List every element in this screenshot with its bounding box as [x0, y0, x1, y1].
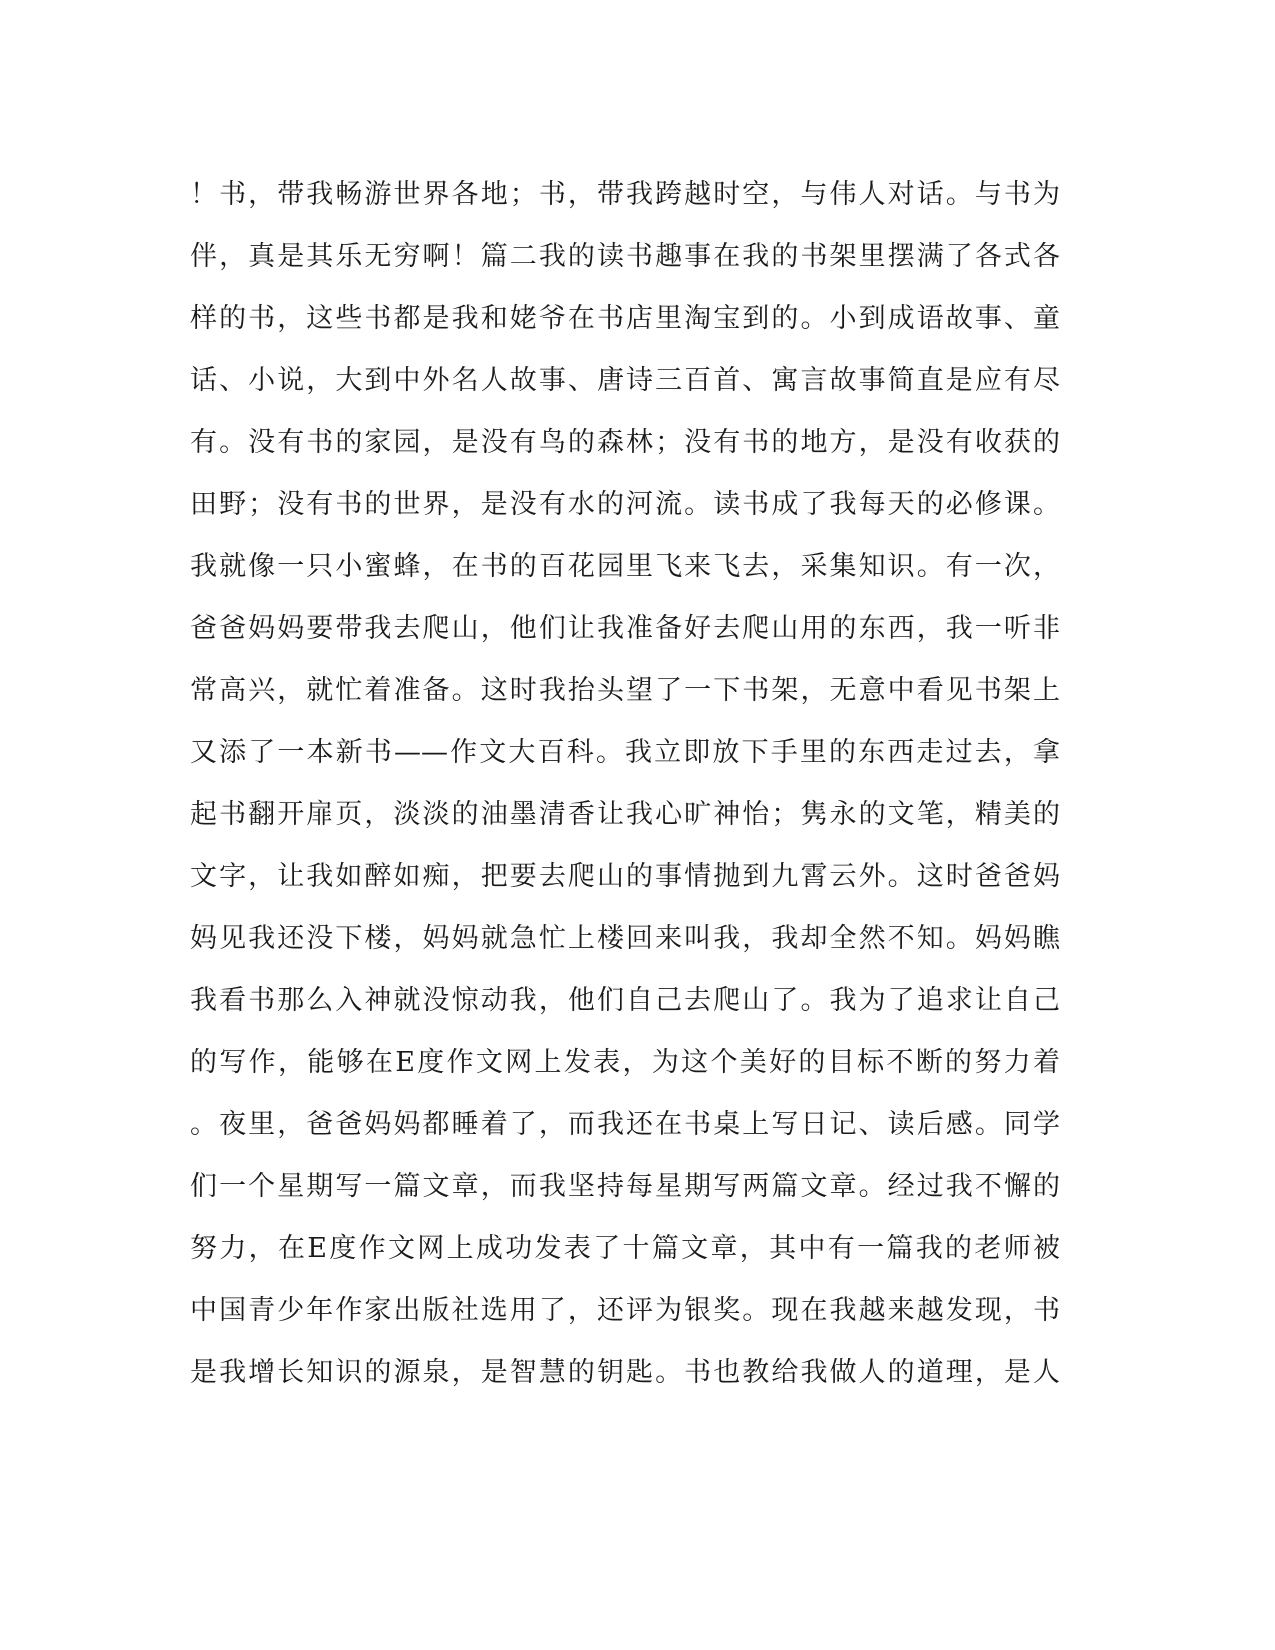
text-line-2: 伴，真是其乐无穷啊！篇二我的读书趣事在我的书架里摆满了各式各 [190, 241, 1060, 272]
text-line-13: 妈见我还没下楼，妈妈就急忙上楼回来叫我，我却全然不知。妈妈瞧 [190, 923, 1060, 954]
text-line-17: 们一个星期写一篇文章，而我坚持每星期写两篇文章。经过我不懈的 [190, 1171, 1060, 1202]
text-line-18: 努力，在E度作文网上成功发表了十篇文章，其中有一篇我的老师被 [190, 1233, 1060, 1264]
text-line-8: 爸爸妈妈要带我去爬山，他们让我准备好去爬山用的东西，我一听非 [190, 613, 1060, 644]
text-line-20: 是我增长知识的源泉，是智慧的钥匙。书也教给我做人的道理，是人 [190, 1357, 1060, 1388]
text-line-9: 常高兴，就忙着准备。这时我抬头望了一下书架，无意中看见书架上 [190, 675, 1060, 706]
text-line-15: 的写作，能够在E度作文网上发表，为这个美好的目标不断的努力着 [190, 1047, 1060, 1078]
text-line-7: 我就像一只小蜜蜂，在书的百花园里飞来飞去，采集知识。有一次， [190, 551, 1060, 582]
text-line-4: 话、小说，大到中外名人故事、唐诗三百首、寓言故事简直是应有尽 [190, 365, 1060, 396]
text-line-5: 有。没有书的家园，是没有鸟的森林；没有书的地方，是没有收获的 [190, 427, 1060, 458]
text-line-11: 起书翻开扉页，淡淡的油墨清香让我心旷神怡；隽永的文笔，精美的 [190, 799, 1060, 830]
text-line-19: 中国青少年作家出版社选用了，还评为银奖。现在我越来越发现，书 [190, 1295, 1060, 1326]
text-line-16: 。夜里，爸爸妈妈都睡着了，而我还在书桌上写日记、读后感。同学 [190, 1109, 1060, 1140]
text-line-14: 我看书那么入神就没惊动我，他们自己去爬山了。我为了追求让自己 [190, 985, 1060, 1016]
text-line-6: 田野；没有书的世界，是没有水的河流。读书成了我每天的必修课。 [190, 489, 1060, 520]
text-line-10: 又添了一本新书——作文大百科。我立即放下手里的东西走过去，拿 [190, 737, 1060, 768]
text-line-3: 样的书，这些书都是我和姥爷在书店里淘宝到的。小到成语故事、童 [190, 303, 1060, 334]
body-text [190, 164, 1060, 1404]
text-line-12: 文字，让我如醉如痴，把要去爬山的事情抛到九霄云外。这时爸爸妈 [190, 861, 1060, 892]
text-line-1: ！书，带我畅游世界各地；书，带我跨越时空，与伟人对话。与书为 [190, 179, 1060, 210]
